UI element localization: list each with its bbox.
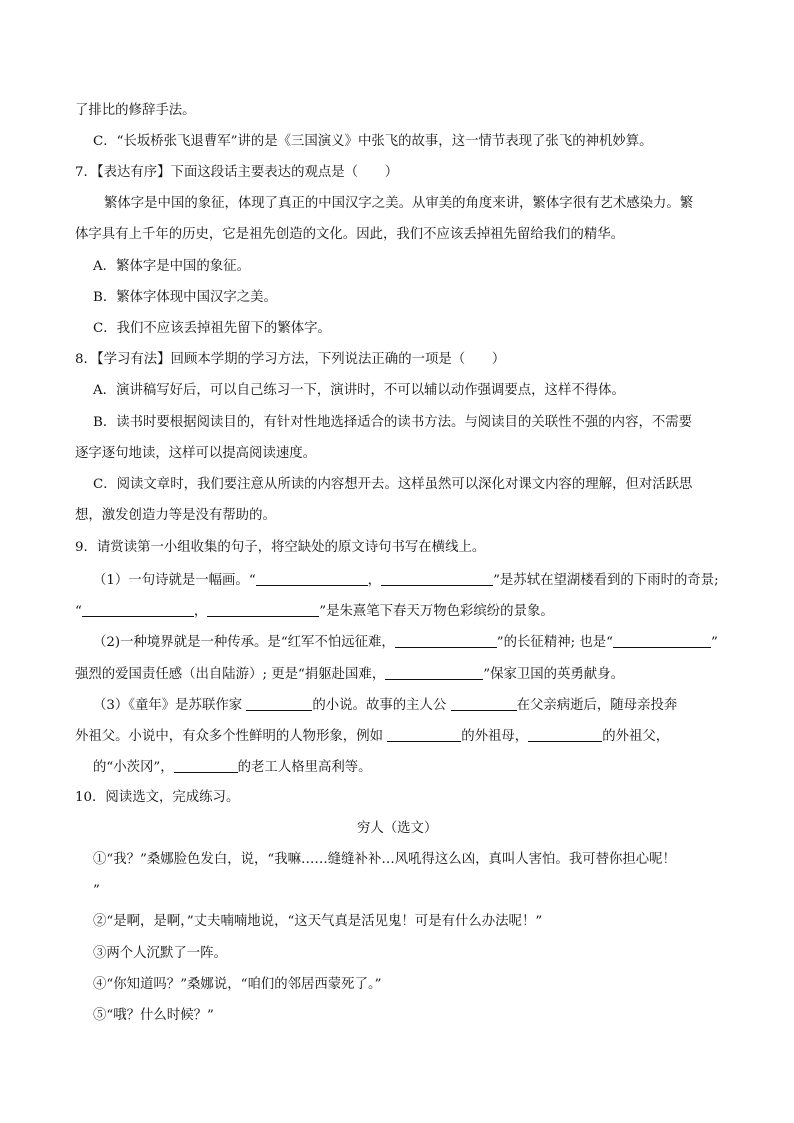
q9-item-3-cont bbox=[93, 758, 372, 776]
q9-text: ”是苏轼在望湖楼看到的下雨时的奇景; bbox=[493, 573, 719, 588]
fill-blank[interactable] bbox=[395, 633, 497, 648]
passage-paragraph: ①“我？”桑娜脸色发白，说，“我嘛……缝缝补补…风吼得这么凶，真叫人害怕。我可替你担心呢！ bbox=[93, 852, 676, 867]
q9-item-3 bbox=[93, 696, 677, 714]
q9-item-1 bbox=[93, 571, 719, 589]
passage-paragraph: ②“是啊，是啊，”丈夫喃喃地说，“这天气真是活见鬼！可是有什么办法呢！” bbox=[93, 914, 543, 929]
fill-blank[interactable] bbox=[381, 571, 493, 586]
q9-text: ， bbox=[193, 604, 208, 619]
text-line: 了排比的修辞手法。 bbox=[75, 103, 196, 118]
fill-blank[interactable] bbox=[387, 727, 461, 742]
fill-blank[interactable] bbox=[256, 571, 368, 586]
q9-text: 的“小茨冈”， bbox=[93, 760, 174, 775]
question-10: 10．阅读选文，完成练习。 bbox=[75, 790, 240, 805]
q9-item-3-cont bbox=[75, 727, 669, 745]
option-c-q8: C．阅读文章时，我们要注意从所读的内容想开去。这样虽然可以深化对课文内容的理解，但对活跃思 bbox=[93, 477, 693, 492]
q9-text: ， bbox=[367, 573, 382, 588]
passage-paragraph-cont: ” bbox=[93, 883, 100, 898]
q9-item-2 bbox=[93, 633, 718, 651]
q9-text: 强烈的爱国责任感（出自陆游）; 更是“捐躯赴国难， bbox=[75, 667, 386, 682]
fill-blank[interactable] bbox=[451, 696, 517, 711]
option-b-q8: B．读书时要根据阅读目的，有针对性地选择适合的读书方法。与阅读目的关联性不强的内容，不需要 bbox=[93, 415, 693, 430]
fill-blank[interactable] bbox=[207, 602, 319, 617]
fill-blank[interactable] bbox=[246, 696, 312, 711]
option-a-q7: A．繁体字是中国的象征。 bbox=[93, 259, 250, 274]
fill-blank[interactable] bbox=[174, 758, 238, 773]
passage-paragraph: ⑤“哦？什么时候？” bbox=[93, 1008, 214, 1023]
q9-text: 的外祖母， bbox=[461, 729, 529, 744]
q9-text: （1）一句诗就是一幅画。“ bbox=[93, 573, 256, 588]
passage-line: 体字具有上千年的历史，它是祖先创造的文化。因此，我们不应该丢掉祖先留给我们的精华。 bbox=[75, 227, 625, 242]
option-b-q8-cont: 逐字逐句地读，这样可以提高阅读速度。 bbox=[75, 446, 317, 461]
q9-text: ”保家卫国的英勇献身。 bbox=[483, 667, 624, 682]
option-a-q8: A．演讲稿写好后，可以自己练习一下，演讲时，不可以辅以动作强调要点，这样不得体。 bbox=[93, 383, 625, 398]
q9-text: 的老工人格里高利等。 bbox=[237, 760, 372, 775]
q9-text: ” bbox=[711, 635, 718, 650]
q9-text: ”是朱熹笔下春天万物色彩缤纷的景象。 bbox=[319, 604, 554, 619]
question-8: 8．【学习有法】回顾本学期的学习方法，下列说法正确的一项是（ ） bbox=[75, 352, 506, 367]
q9-text: 的外祖父， bbox=[602, 729, 670, 744]
q9-text: “ bbox=[75, 604, 82, 619]
passage-title: 穷人（选文） bbox=[357, 821, 438, 836]
fill-blank[interactable] bbox=[385, 665, 483, 680]
passage-paragraph: ③两个人沉默了一阵。 bbox=[93, 946, 227, 961]
question-9: 9．请赏读第一小组收集的句子，将空缺处的原文诗句书写在横线上。 bbox=[75, 540, 486, 555]
q9-text: （2)一种境界就是一种传承。是“红军不怕远征难， bbox=[93, 635, 395, 650]
option-c-q8-cont: 想，激发创造力等是没有帮助的。 bbox=[75, 508, 276, 523]
fill-blank[interactable] bbox=[528, 727, 602, 742]
fill-blank[interactable] bbox=[613, 633, 711, 648]
q9-text: （3）《童年》是苏联作家 bbox=[93, 698, 243, 713]
q9-text: 外祖父。小说中，有众多个性鲜明的人物形象，例如 bbox=[75, 729, 383, 744]
q9-item-2-cont bbox=[75, 665, 624, 683]
option-c-q7: C．我们不应该丢掉祖先留下的繁体字。 bbox=[93, 321, 331, 336]
passage-line: 繁体字是中国的象征，体现了真正的中国汉字之美。从审美的角度来讲，繁体字很有艺术感染力。繁 bbox=[104, 196, 694, 211]
fill-blank[interactable] bbox=[82, 602, 194, 617]
option-c-q6: C．“长坂桥张飞退曹军”讲的是《三国演义》中张飞的故事，这一情节表现了张飞的神机妙算。 bbox=[93, 134, 653, 149]
q9-item-1-cont bbox=[75, 602, 554, 620]
q9-text: 在父亲病逝后，随母亲投奔 bbox=[516, 698, 678, 713]
question-7: 7．【表达有序】下面这段话主要表达的观点是（ ） bbox=[75, 165, 399, 180]
q9-text: 的小说。故事的主人公 bbox=[312, 698, 447, 713]
option-b-q7: B．繁体字体现中国汉字之美。 bbox=[93, 290, 277, 305]
passage-paragraph: ④“你知道吗？”桑娜说，“咱们的邻居西蒙死了。” bbox=[93, 977, 382, 992]
q9-text: ”的长征精神; 也是“ bbox=[496, 635, 613, 650]
